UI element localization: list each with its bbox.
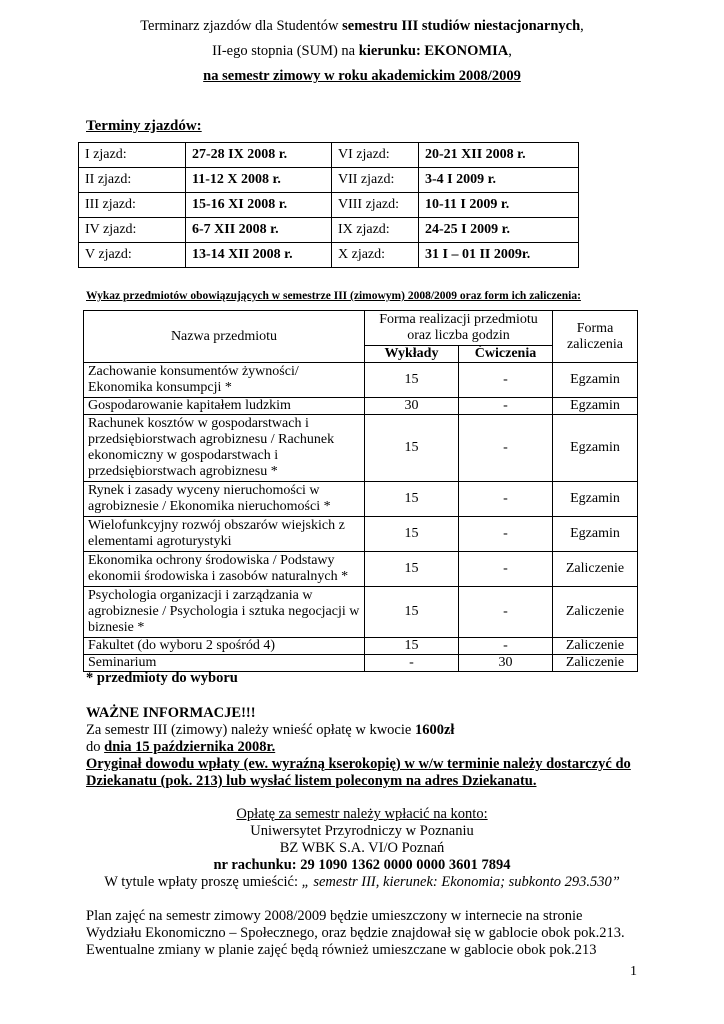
col-zal-line: zaliczenia [567,336,623,352]
subject-name: Wielofunkcyjny rozwój obszarów wiejskich z elementami agroturystyki [84,517,365,552]
header-comma: , [580,18,584,34]
table-header-row [84,311,638,346]
lecture-hours: - [365,655,459,672]
date-value: 24-25 I 2009 r. [419,218,579,243]
header-semester: semestru III studiów niestacjonarnych [342,18,581,34]
assessment-form: Zaliczenie [553,655,638,672]
col-cwiczenia-header: Ćwiczenia [459,346,553,363]
table-row [84,552,638,587]
exercise-hours: - [459,363,553,398]
plan-line-1: Plan zajęć na semestr zimowy 2008/2009 będzie umieszczony w internecie na stronie [86,908,583,924]
account-bank: BZ WBK S.A. VI/O Poznań [279,840,445,856]
lecture-hours: 15 [365,587,459,638]
date-label: IV zjazd: [79,218,186,243]
table-row [79,143,579,168]
plan-line-2: Wydziału Ekonomiczno – Społecznego, oraz będzie znajdował się w gablocie obok pok.213. [86,925,625,941]
header-line-1 [0,18,724,35]
lecture-hours: 15 [365,552,459,587]
header-line-2 [0,43,724,60]
subject-name: Rynek i zasady wyceny nieruchomości w agrobiznesie / Ekonomika nieruchomości * [84,482,365,517]
table-row [79,168,579,193]
assessment-form: Egzamin [553,398,638,415]
assessment-form: Egzamin [553,363,638,398]
payment-title-text: W tytule wpłaty proszę umieścić: [104,874,302,890]
table-row [84,415,638,482]
date-label: VII zjazd: [332,168,419,193]
date-label: IX zjazd: [332,218,419,243]
lecture-hours: 15 [365,415,459,482]
subject-name: Zachowanie konsumentów żywności/ Ekonomika konsumpcji * [84,363,365,398]
date-value: 31 I – 01 II 2009r. [419,243,579,268]
col-wyklady-header: Wykłady [365,346,459,363]
date-value: 3-4 I 2009 r. [419,168,579,193]
date-label: X zjazd: [332,243,419,268]
exercise-hours: - [459,638,553,655]
lecture-hours: 30 [365,398,459,415]
subject-name: Ekonomika ochrony środowiska / Podstawy ekonomii środowiska i zasobów naturalnych * [84,552,365,587]
exercise-hours: - [459,398,553,415]
header-field: kierunku: EKONOMIA [358,43,509,59]
col-name-header: Nazwa przedmiotu [84,311,365,363]
deadline-line [86,739,275,756]
account-title: Opłatę za semestr należy wpłacić na konto: [236,806,488,822]
exercise-hours: - [459,517,553,552]
header-text: Terminarz zjazdów dla Studentów [140,18,343,34]
date-value: 13-14 XII 2008 r. [186,243,332,268]
date-value: 10-11 I 2009 r. [419,193,579,218]
date-value: 20-21 XII 2008 r. [419,143,579,168]
payment-title-line [0,874,724,891]
exercise-hours: - [459,415,553,482]
table-row [84,482,638,517]
date-value: 6-7 XII 2008 r. [186,218,332,243]
table-row [84,655,638,672]
deadline-date: dnia 15 października 2008r. [104,739,276,755]
assessment-form: Zaliczenie [553,552,638,587]
col-forma-line: oraz liczba godzin [407,328,510,343]
account-holder: Uniwersytet Przyrodniczy w Poznaniu [250,823,474,839]
assessment-form: Egzamin [553,415,638,482]
table-row [79,193,579,218]
date-label: VI zjazd: [332,143,419,168]
subjects-caption: Wykaz przedmiotów obowiązujących w semestrze III (zimowym) 2008/2009 oraz form ich zaliczenia: [86,290,581,302]
table-row [79,218,579,243]
deadline-text: do [86,739,105,755]
exercise-hours: - [459,482,553,517]
subjects-table [83,310,638,672]
fee-amount: 1600zł [414,722,455,738]
lecture-hours: 15 [365,638,459,655]
footnote: * przedmioty do wyboru [86,670,238,686]
table-row [84,363,638,398]
date-label: I zjazd: [79,143,186,168]
page-number: 1 [630,964,637,979]
subject-name: Rachunek kosztów w gospodarstwach i przedsiębiorstwach agrobiznesu / Rachunek ekonomiczny w gospodarstwach i przedsiębiorstwach agrobiznesu * [84,415,365,482]
fee-text: Za semestr III (zimowy) należy wnieść opłatę w kwocie [86,722,415,738]
header-line-3: na semestr zimowy w roku akademickim 2008/2009 [203,68,521,84]
dates-title: Terminy zjazdów: [86,118,202,134]
date-label: II zjazd: [79,168,186,193]
info-title: WAŻNE INFORMACJE!!! [86,705,256,721]
date-label: V zjazd: [79,243,186,268]
table-row [84,398,638,415]
assessment-form: Zaliczenie [553,587,638,638]
lecture-hours: 15 [365,363,459,398]
header-comma: , [508,43,512,59]
table-row [84,587,638,638]
table-row [84,517,638,552]
col-zaliczenie-header [553,311,638,363]
subject-name: Seminarium [84,655,365,672]
col-forma-line: Forma realizacji przedmiotu [379,312,538,327]
proof-line-2: Dziekanatu (pok. 213) lub wysłać listem poleconym na adres Dziekanatu. [86,773,537,789]
proof-line-1: Oryginał dowodu wpłaty (ew. wyraźną kserokopię) w w/w terminie należy dostarczyć do [86,756,631,772]
fee-line [86,722,454,739]
lecture-hours: 15 [365,482,459,517]
col-forma-header [365,311,553,346]
account-number: nr rachunku: 29 1090 1362 0000 0000 3601 7894 [213,857,511,873]
subject-name: Psychologia organizacji i zarządzania w agrobiznesie / Psychologia i sztuka negocjacji w biznesie * [84,587,365,638]
subject-name: Fakultet (do wyboru 2 spośród 4) [84,638,365,655]
table-row [84,638,638,655]
date-label: III zjazd: [79,193,186,218]
date-value: 11-12 X 2008 r. [186,168,332,193]
header-text: II-ego stopnia (SUM) na [212,43,359,59]
date-label: VIII zjazd: [332,193,419,218]
assessment-form: Egzamin [553,482,638,517]
assessment-form: Zaliczenie [553,638,638,655]
table-row [79,243,579,268]
subject-name: Gospodarowanie kapitałem ludzkim [84,398,365,415]
payment-title-value: „ semestr III, kierunek: Ekonomia; subkonto 293.530” [301,874,620,890]
lecture-hours: 15 [365,517,459,552]
exercise-hours: - [459,587,553,638]
assessment-form: Egzamin [553,517,638,552]
date-value: 15-16 XI 2008 r. [186,193,332,218]
exercise-hours: - [459,552,553,587]
col-zal-line: Forma [576,320,614,336]
exercise-hours: 30 [459,655,553,672]
date-value: 27-28 IX 2008 r. [186,143,332,168]
plan-line-3: Ewentualne zmiany w planie zajęć będą również umieszczane w gablocie obok pok.213 [86,942,597,958]
dates-table [78,142,579,268]
